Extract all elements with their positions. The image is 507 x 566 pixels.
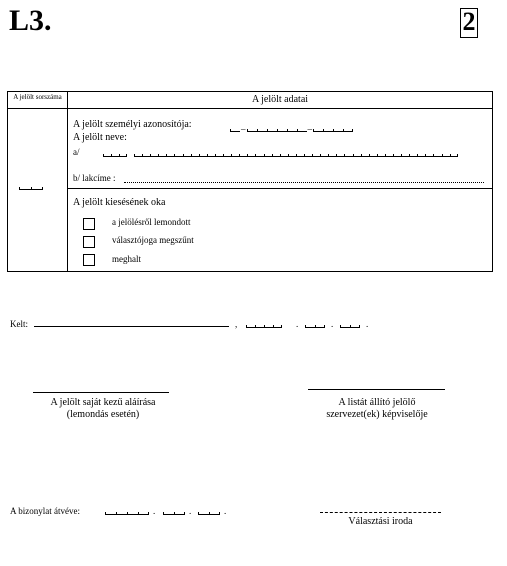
digit-box bbox=[230, 129, 240, 132]
digit-box bbox=[323, 129, 333, 132]
digit-box bbox=[105, 512, 116, 515]
digit-box bbox=[223, 154, 231, 157]
reason-label: A jelölt kiesésének oka bbox=[73, 197, 166, 208]
digit-box bbox=[417, 154, 425, 157]
digit-box bbox=[409, 154, 417, 157]
reason-deceased-label: meghalt bbox=[112, 254, 141, 264]
digit-box bbox=[142, 154, 150, 157]
section-divider bbox=[67, 188, 492, 189]
dot: . bbox=[224, 506, 227, 516]
digit-box bbox=[127, 512, 138, 515]
candidate-table bbox=[7, 91, 493, 272]
digit-box bbox=[174, 512, 185, 515]
representative-signature-label: A listát állító jelölő bbox=[338, 397, 416, 408]
candidate-signature-label: A jelölt saját kezű aláírása bbox=[50, 397, 156, 408]
digit-box bbox=[257, 129, 267, 132]
digit-box bbox=[297, 129, 307, 132]
dated-month-field[interactable] bbox=[305, 322, 325, 328]
dated-label: Kelt: bbox=[10, 319, 28, 329]
receipt-day-field[interactable] bbox=[198, 509, 220, 515]
separator: – bbox=[241, 124, 246, 134]
digit-box bbox=[264, 325, 273, 328]
dot: . bbox=[331, 319, 334, 329]
digit-box bbox=[353, 154, 361, 157]
digit-box bbox=[31, 187, 43, 190]
col2-header: A jelölt adatai bbox=[251, 94, 309, 105]
dot: . bbox=[189, 506, 192, 516]
candidate-signature-note: (lemondás esetén) bbox=[66, 409, 140, 420]
digit-box bbox=[385, 154, 393, 157]
reason-resigned-label: a jelölésről lemondott bbox=[112, 217, 191, 227]
dated-day-field[interactable] bbox=[340, 322, 360, 328]
digit-box bbox=[119, 154, 127, 157]
representative-signature-line[interactable] bbox=[308, 389, 445, 390]
digit-box bbox=[450, 154, 458, 157]
candidate-number-field[interactable] bbox=[19, 184, 43, 190]
representative-signature-caption bbox=[299, 397, 455, 421]
office-signature-line[interactable] bbox=[320, 512, 441, 513]
representative-signature-role: szervezet(ek) képviselője bbox=[326, 409, 428, 420]
digit-box bbox=[183, 154, 191, 157]
digit-box bbox=[19, 187, 31, 190]
digit-box bbox=[255, 154, 263, 157]
digit-box bbox=[174, 154, 182, 157]
name-prefix-field[interactable] bbox=[103, 151, 127, 157]
digit-box bbox=[280, 154, 288, 157]
digit-box bbox=[198, 512, 209, 515]
address-field[interactable] bbox=[124, 182, 484, 183]
digit-box bbox=[313, 129, 323, 132]
digit-box bbox=[116, 512, 127, 515]
digit-box bbox=[333, 129, 343, 132]
digit-box bbox=[343, 129, 353, 132]
digit-box bbox=[328, 154, 336, 157]
form-code: L3. bbox=[9, 4, 52, 37]
digit-box bbox=[393, 154, 401, 157]
digit-box bbox=[277, 129, 287, 132]
digit-box bbox=[340, 325, 350, 328]
reason-rights-lost-label: választójoga megszűnt bbox=[112, 235, 194, 245]
digit-box bbox=[209, 512, 220, 515]
digit-box bbox=[288, 154, 296, 157]
receipt-month-field[interactable] bbox=[163, 509, 185, 515]
personal-id-field[interactable] bbox=[230, 126, 353, 132]
digit-box bbox=[320, 154, 328, 157]
col1-header: A jelölt sorszáma bbox=[13, 93, 62, 101]
name-field[interactable] bbox=[134, 151, 458, 157]
id-label: A jelölt személyi azonosítója: bbox=[73, 119, 192, 130]
digit-box bbox=[246, 325, 255, 328]
digit-box bbox=[267, 129, 277, 132]
name-label: A jelölt neve: bbox=[73, 132, 127, 143]
digit-box bbox=[215, 154, 223, 157]
digit-box bbox=[377, 154, 385, 157]
digit-box bbox=[336, 154, 344, 157]
digit-box bbox=[111, 154, 119, 157]
digit-box bbox=[166, 154, 174, 157]
dot: . bbox=[153, 506, 156, 516]
header-divider bbox=[8, 108, 492, 109]
reason-checkbox-resigned[interactable] bbox=[83, 218, 95, 230]
digit-box bbox=[287, 129, 297, 132]
reason-checkbox-rights-lost[interactable] bbox=[83, 236, 95, 248]
digit-box bbox=[425, 154, 433, 157]
digit-box bbox=[231, 154, 239, 157]
digit-box bbox=[273, 325, 282, 328]
digit-box bbox=[150, 154, 158, 157]
receipt-year-field[interactable] bbox=[105, 509, 149, 515]
digit-box bbox=[207, 154, 215, 157]
digit-box bbox=[158, 154, 166, 157]
digit-box bbox=[442, 154, 450, 157]
digit-box bbox=[401, 154, 409, 157]
digit-box bbox=[191, 154, 199, 157]
comma: , bbox=[235, 319, 238, 329]
separator: – bbox=[307, 124, 312, 134]
digit-box bbox=[264, 154, 272, 157]
candidate-signature-line[interactable] bbox=[33, 392, 169, 393]
digit-box bbox=[255, 325, 264, 328]
digit-box bbox=[433, 154, 441, 157]
name-a-label: a/ bbox=[73, 147, 80, 157]
digit-box bbox=[103, 154, 111, 157]
dot: . bbox=[296, 319, 299, 329]
digit-box bbox=[312, 154, 320, 157]
office-label: Választási iroda bbox=[348, 516, 413, 527]
page-number: 2 bbox=[460, 8, 478, 38]
digit-box bbox=[296, 154, 304, 157]
digit-box bbox=[350, 325, 360, 328]
candidate-signature-caption bbox=[28, 397, 178, 421]
digit-box bbox=[305, 325, 315, 328]
receipt-label: A bizonylat átvéve: bbox=[10, 506, 80, 516]
digit-box bbox=[134, 154, 142, 157]
digit-box bbox=[239, 154, 247, 157]
digit-box bbox=[247, 154, 255, 157]
digit-box bbox=[361, 154, 369, 157]
digit-box bbox=[272, 154, 280, 157]
digit-box bbox=[199, 154, 207, 157]
address-label: b/ lakcíme : bbox=[73, 173, 116, 183]
dated-year-field[interactable] bbox=[246, 322, 282, 328]
digit-box bbox=[315, 325, 325, 328]
column-divider bbox=[67, 92, 68, 271]
digit-box bbox=[344, 154, 352, 157]
digit-box bbox=[304, 154, 312, 157]
dated-place-field[interactable] bbox=[34, 326, 229, 327]
digit-box bbox=[138, 512, 149, 515]
dot: . bbox=[366, 319, 369, 329]
digit-box bbox=[247, 129, 257, 132]
digit-box bbox=[369, 154, 377, 157]
digit-box bbox=[163, 512, 174, 515]
reason-checkbox-deceased[interactable] bbox=[83, 254, 95, 266]
